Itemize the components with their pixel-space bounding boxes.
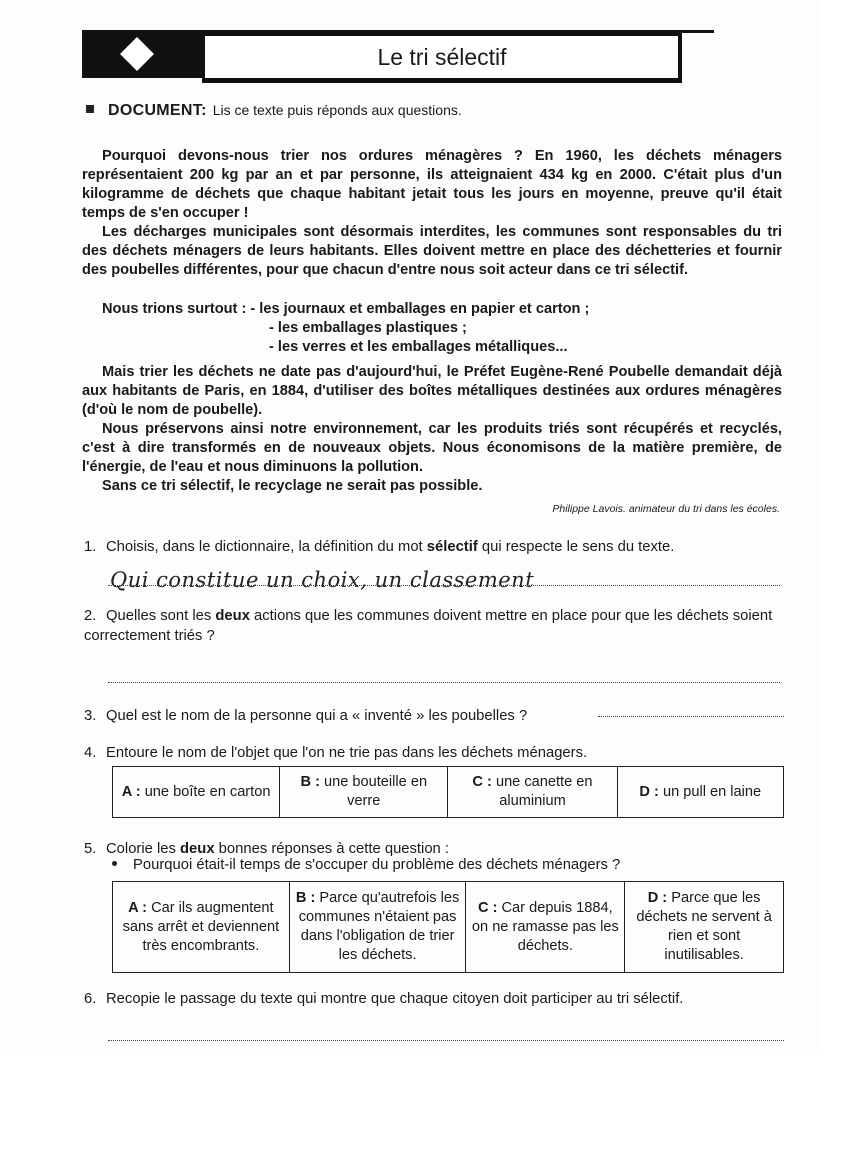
question-4: 4. Entoure le nom de l'objet que l'on ne trie pas dans les déchets ménagers. [84, 745, 588, 761]
answer-line-1[interactable] [108, 585, 780, 586]
question-5: 5. Colorie les deux bonnes réponses à cette question : [84, 841, 450, 857]
handwritten-answer-1: Qui constitue un choix, un classement [110, 568, 535, 592]
list-item: - les emballages plastiques ; [269, 320, 467, 336]
document-instruction: Lis ce texte puis réponds aux questions. [212, 102, 462, 118]
list-item: Nous trions surtout : - les journaux et emballages en papier et carton ; [102, 301, 590, 317]
paragraph-2: Les décharges municipales sont désormais interdites, les communes sont responsables du tri des déchets ménagers de leurs habitants. Elles doivent mettre en place des déchetteries et fournir des poubelles différentes, pour que chacun d'entre nous soit acteur dans ce tri sélectif. [82, 224, 782, 278]
scan-margin [0, 1055, 850, 1170]
option-a[interactable]: A : une boîte en carton [113, 767, 280, 818]
list-item: - les verres et les emballages métalliques... [269, 339, 568, 355]
paragraph-4: Nous préservons ainsi notre environnement, car les produits triés sont récupérés et recyclés, c'est à dire transformés en de nouveaux objets. Nous économisons de la matière première, de l'énergie, de l'eau et nous diminuons la pollution. [82, 421, 782, 475]
option-c[interactable]: C : Car depuis 1884, on ne ramasse pas les déchets. [466, 882, 625, 973]
option-b[interactable]: B : Parce qu'autrefois les communes n'étaient pas dans l'obligation de trier les déchets. [289, 882, 466, 973]
option-d[interactable]: D : Parce que les déchets ne servent à rien et sont inutilisables. [625, 882, 784, 973]
page-title: Le tri sélectif [377, 44, 507, 70]
question-5-sub: Pourquoi était-il temps de s'occuper du problème des déchets ménagers ? [112, 857, 620, 873]
question-3: 3. Quel est le nom de la personne qui a « inventé » les poubelles ? [84, 708, 528, 724]
paragraph-5: Sans ce tri sélectif, le recyclage ne serait pas possible. [102, 478, 483, 494]
document-heading [86, 102, 462, 120]
answer-line-3[interactable] [598, 716, 784, 717]
author-credit: Philippe Lavois. animateur du tri dans les écoles. [552, 503, 780, 515]
text-block-2 [82, 363, 782, 496]
paragraph-3: Mais trier les déchets ne date pas d'aujourd'hui, le Préfet Eugène-René Poubelle demandait déjà aux habitants de Paris, en 1884, d'utiliser des boîtes métalliques destinées aux ordures ménagères (d'où le nom de poubelle). [82, 364, 782, 418]
sorting-list [102, 300, 589, 357]
option-a[interactable]: A : Car ils augmentent sans arrêt et deviennent très encombrants. [113, 882, 290, 973]
question-1: 1. Choisis, dans le dictionnaire, la définition du mot sélectif qui respecte le sens du texte. [84, 539, 675, 555]
option-c[interactable]: C : une canette en aluminium [448, 767, 617, 818]
answer-line-6[interactable] [108, 1040, 784, 1041]
answer-line-2[interactable] [108, 682, 780, 683]
square-bullet-icon [86, 105, 94, 113]
question-6: 6. Recopie le passage du texte qui montre que chaque citoyen doit participer au tri sélectif. [84, 991, 684, 1007]
options-table-q5 [112, 881, 784, 973]
paragraph-1: Pourquoi devons-nous trier nos ordures ménagères ? En 1960, les déchets ménagers représentaient 200 kg par an et par personne, ils atteignaient 434 kg en 2000. C'était plus d'un kilogramme de déchets que chaque habitant jetait tous les jours en moyenne, preuve qu'il était temps de s'en occuper ! [82, 148, 782, 221]
question-2: 2. Quelles sont les deux actions que les communes doivent mettre en place pour que les déchets soient correctement triés ? [84, 608, 773, 644]
option-d[interactable]: D : un pull en laine [617, 767, 783, 818]
option-b[interactable]: B : une bouteille en verre [280, 767, 448, 818]
options-table-q4 [112, 766, 784, 818]
bullet-icon [112, 861, 117, 866]
text-block-1 [82, 147, 782, 280]
document-label: DOCUMENT: [108, 102, 207, 119]
